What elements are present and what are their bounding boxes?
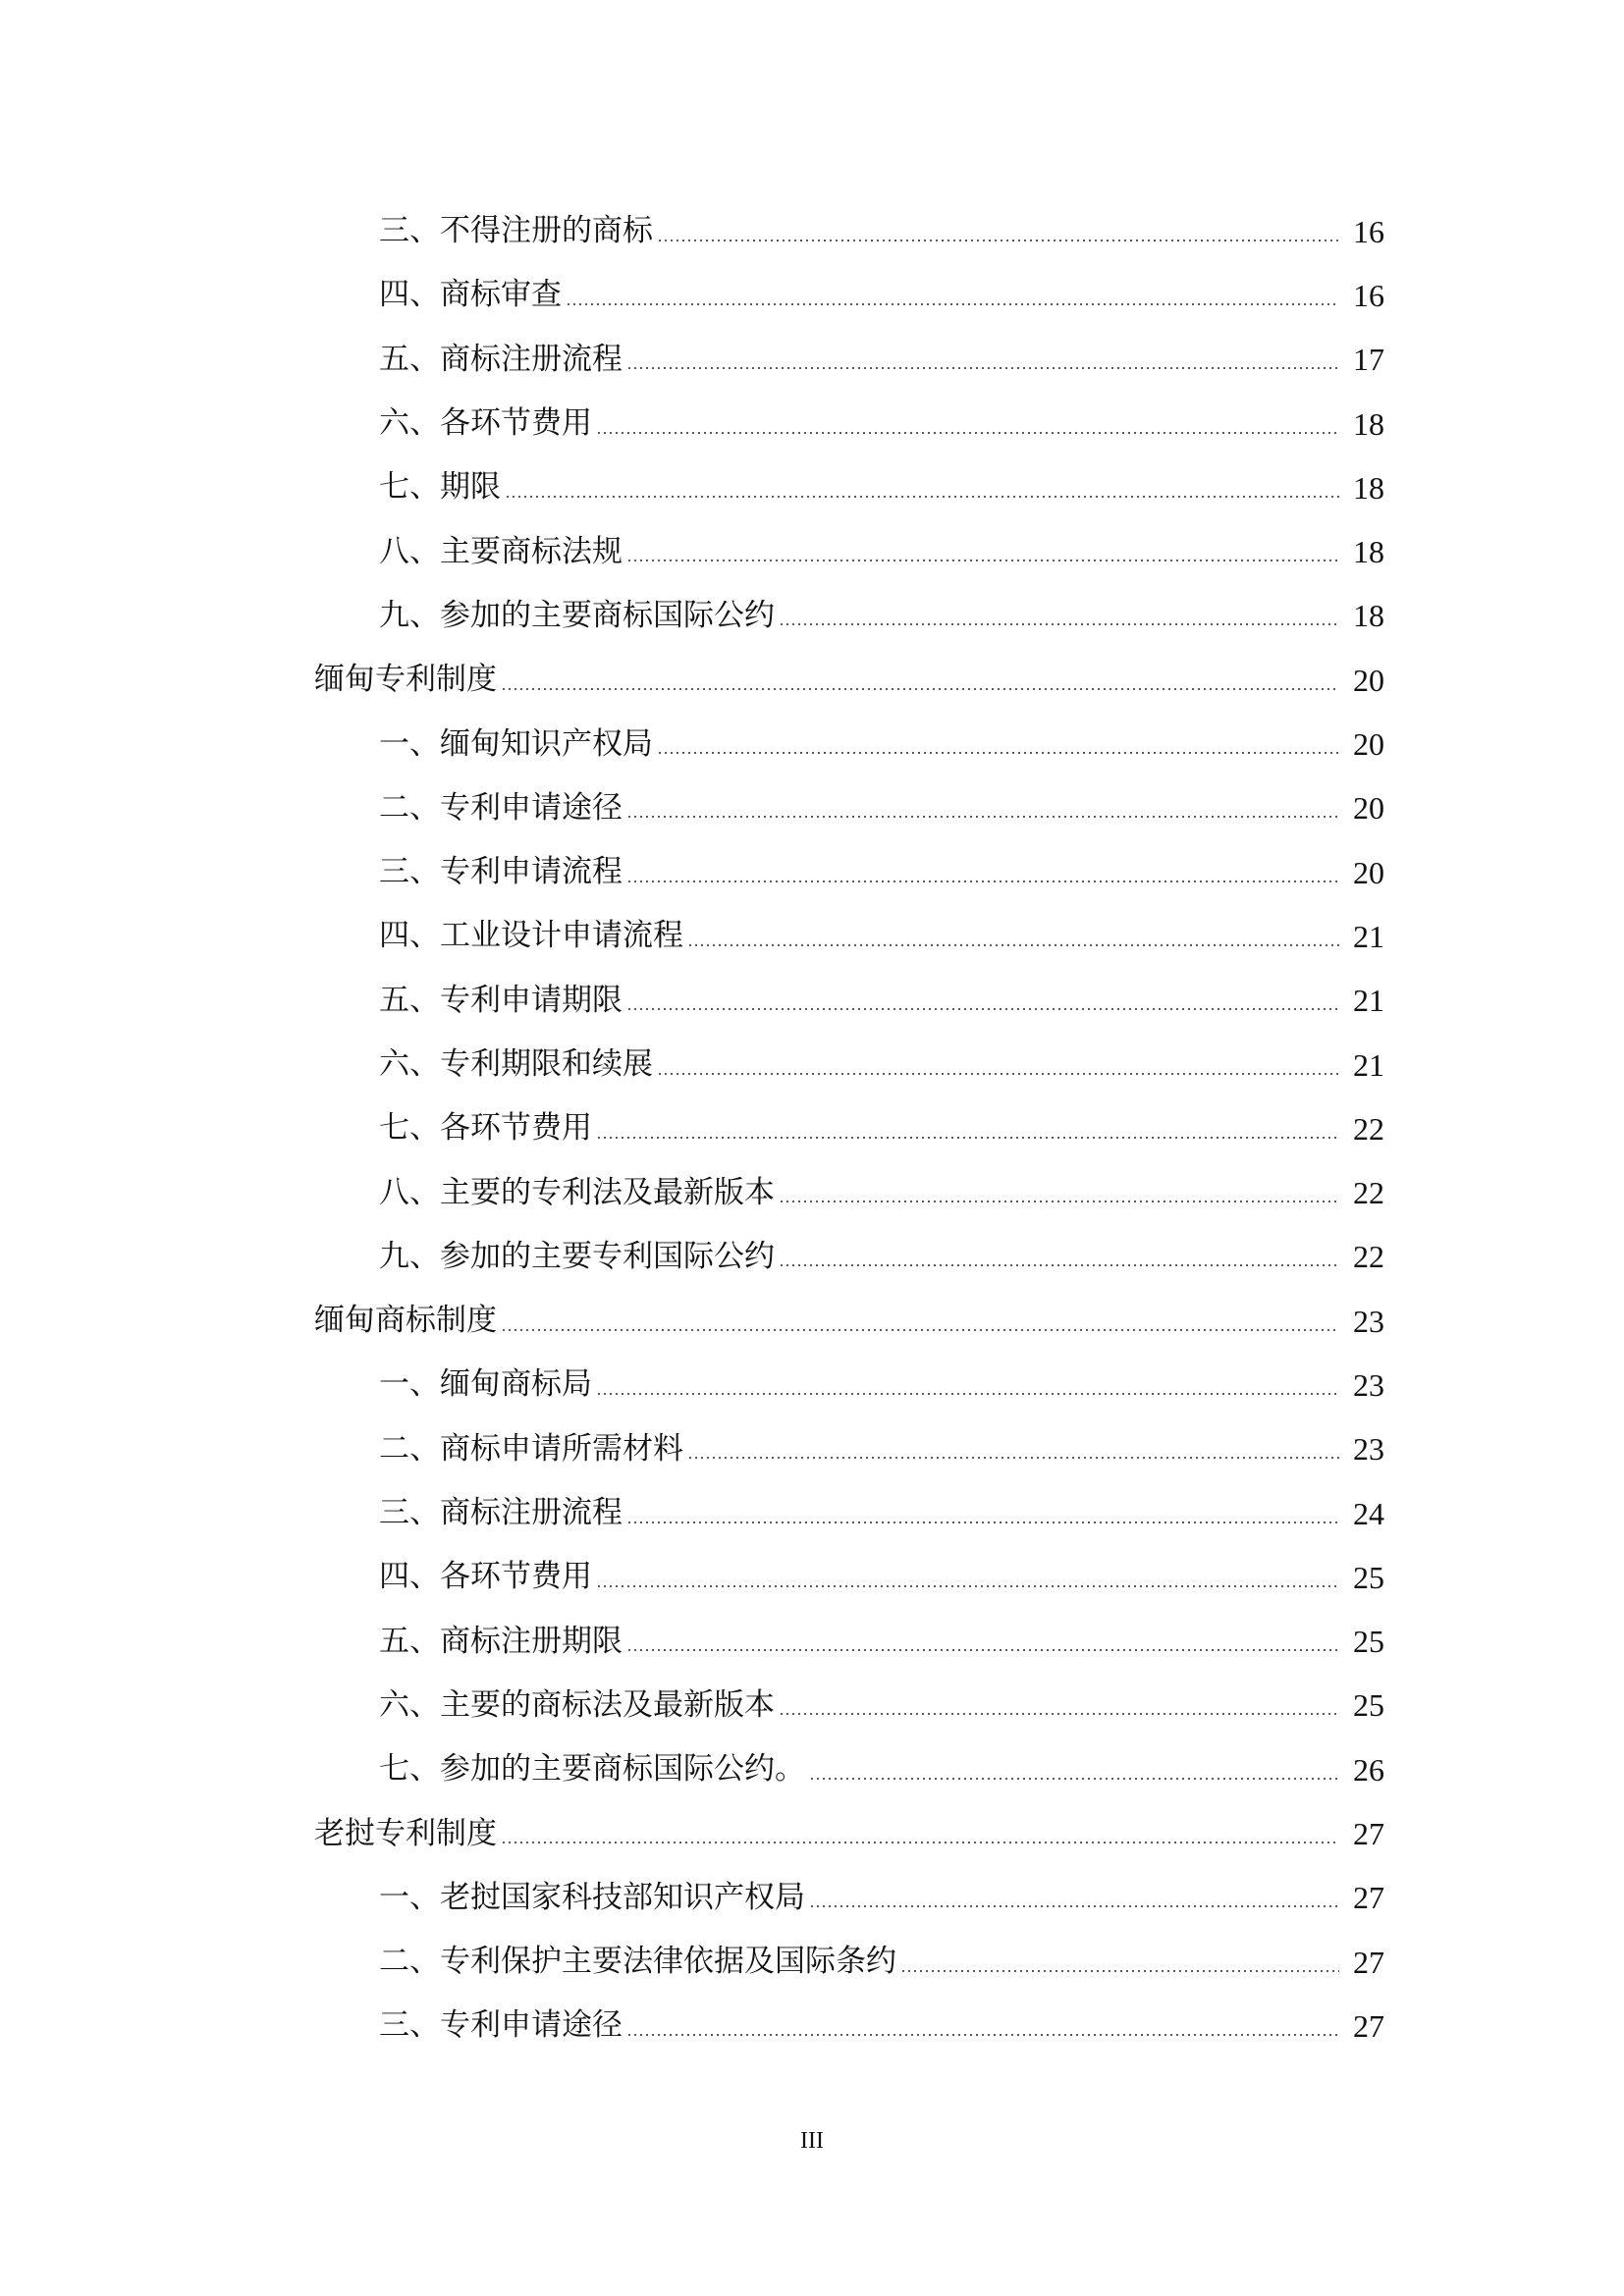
toc-section-entry[interactable]	[0, 1160, 1624, 1224]
toc-entry-title: 一、缅甸商标局	[379, 1366, 592, 1403]
toc-section-entry[interactable]	[0, 263, 1624, 327]
toc-entry-page-number: 21	[1353, 983, 1384, 1019]
toc-entry-title: 二、专利保护主要法律依据及国际条约	[379, 1944, 896, 1980]
toc-section-entry[interactable]	[0, 1866, 1624, 1930]
toc-entry-title: 四、各环节费用	[379, 1559, 592, 1595]
toc-entry-title: 八、主要的专利法及最新版本	[379, 1174, 775, 1210]
toc-entry-page-number: 16	[1353, 213, 1384, 249]
toc-entry-page-number: 23	[1353, 1366, 1384, 1403]
toc-dot-leader	[501, 688, 1339, 690]
toc-entry-title: 九、参加的主要商标国际公约	[379, 597, 775, 633]
toc-entry-page-number: 20	[1353, 662, 1384, 698]
toc-dot-leader	[626, 1008, 1339, 1010]
toc-entry-title: 五、商标注册期限	[379, 1623, 623, 1659]
toc-dot-leader	[779, 1264, 1339, 1266]
toc-dot-leader	[501, 1329, 1339, 1331]
toc-entry-title: 五、专利申请期限	[379, 982, 623, 1018]
toc-entry-page-number: 17	[1353, 342, 1384, 378]
toc-section-entry[interactable]	[0, 199, 1624, 263]
toc-entry-title: 缅甸商标制度	[314, 1303, 497, 1339]
toc-dot-leader	[596, 1137, 1339, 1139]
toc-dot-leader	[626, 367, 1339, 369]
toc-dot-leader	[687, 1457, 1339, 1459]
toc-dot-leader	[626, 2034, 1339, 2036]
toc-entry-title: 六、主要的商标法及最新版本	[379, 1686, 775, 1723]
footer-page-number: III	[800, 2128, 824, 2154]
toc-entry-page-number: 27	[1353, 1880, 1384, 1916]
toc-dot-leader	[900, 1970, 1339, 1972]
toc-entry-title: 二、专利申请途径	[379, 789, 623, 826]
toc-section-entry[interactable]	[0, 969, 1624, 1033]
toc-dot-leader	[809, 1778, 1339, 1780]
toc-dot-leader	[687, 944, 1339, 946]
toc-dot-leader	[779, 1201, 1339, 1202]
toc-entry-title: 缅甸专利制度	[314, 662, 497, 698]
toc-section-entry[interactable]	[0, 1225, 1624, 1289]
toc-entry-page-number: 27	[1353, 1816, 1384, 1852]
toc-section-entry[interactable]	[0, 712, 1624, 775]
toc-section-entry[interactable]	[0, 1353, 1624, 1416]
toc-dot-leader	[626, 816, 1339, 818]
toc-entry-page-number: 26	[1353, 1751, 1384, 1788]
toc-entry-page-number: 22	[1353, 1110, 1384, 1147]
toc-chapter-entry[interactable]	[0, 1801, 1624, 1865]
toc-chapter-entry[interactable]	[0, 1289, 1624, 1353]
toc-section-entry[interactable]	[0, 1096, 1624, 1160]
toc-section-entry[interactable]	[0, 519, 1624, 583]
toc-entry-page-number: 22	[1353, 1175, 1384, 1211]
toc-dot-leader	[779, 623, 1339, 625]
toc-entry-title: 六、各环节费用	[379, 405, 592, 442]
toc-section-entry[interactable]	[0, 1033, 1624, 1096]
table-of-contents	[0, 199, 1624, 2058]
toc-dot-leader	[779, 1713, 1339, 1715]
toc-section-entry[interactable]	[0, 1545, 1624, 1609]
toc-entry-page-number: 23	[1353, 1303, 1384, 1339]
toc-chapter-entry[interactable]	[0, 648, 1624, 712]
toc-entry-page-number: 16	[1353, 277, 1384, 313]
toc-entry-page-number: 24	[1353, 1495, 1384, 1531]
toc-dot-leader	[657, 752, 1339, 754]
toc-section-entry[interactable]	[0, 1737, 1624, 1801]
toc-entry-page-number: 25	[1353, 1624, 1384, 1660]
toc-entry-title: 五、商标注册流程	[379, 341, 623, 377]
toc-entry-page-number: 27	[1353, 2007, 1384, 2044]
toc-entry-page-number: 25	[1353, 1559, 1384, 1595]
toc-section-entry[interactable]	[0, 904, 1624, 968]
toc-entry-title: 七、各环节费用	[379, 1110, 592, 1147]
toc-dot-leader	[596, 1585, 1339, 1587]
toc-section-entry[interactable]	[0, 584, 1624, 648]
toc-section-entry[interactable]	[0, 776, 1624, 840]
toc-entry-title: 四、工业设计申请流程	[379, 918, 683, 954]
toc-entry-page-number: 23	[1353, 1431, 1384, 1468]
toc-entry-title: 三、专利申请流程	[379, 854, 623, 890]
toc-entry-title: 一、缅甸知识产权局	[379, 725, 653, 762]
toc-section-entry[interactable]	[0, 1481, 1624, 1545]
toc-entry-title: 七、参加的主要商标国际公约。	[379, 1751, 805, 1788]
toc-entry-title: 六、专利期限和续展	[379, 1046, 653, 1082]
toc-entry-title: 三、不得注册的商标	[379, 213, 653, 249]
toc-entry-page-number: 21	[1353, 1046, 1384, 1083]
toc-entry-title: 八、主要商标法规	[379, 533, 623, 569]
toc-entry-page-number: 18	[1353, 469, 1384, 506]
toc-entry-page-number: 18	[1353, 405, 1384, 442]
toc-dot-leader	[505, 496, 1339, 498]
toc-section-entry[interactable]	[0, 1610, 1624, 1674]
toc-dot-leader	[657, 1073, 1339, 1075]
toc-entry-page-number: 20	[1353, 726, 1384, 763]
toc-entry-title: 老挝专利制度	[314, 1815, 497, 1851]
toc-section-entry[interactable]	[0, 392, 1624, 455]
toc-dot-leader	[626, 881, 1339, 882]
toc-dot-leader	[596, 1393, 1339, 1395]
toc-entry-page-number: 18	[1353, 534, 1384, 570]
toc-dot-leader	[626, 1522, 1339, 1523]
toc-entry-page-number: 20	[1353, 854, 1384, 890]
toc-section-entry[interactable]	[0, 1417, 1624, 1481]
toc-entry-page-number: 25	[1353, 1687, 1384, 1724]
toc-entry-page-number: 20	[1353, 790, 1384, 827]
toc-entry-title: 九、参加的主要专利国际公约	[379, 1238, 775, 1274]
toc-section-entry[interactable]	[0, 1674, 1624, 1737]
toc-section-entry[interactable]	[0, 328, 1624, 392]
toc-entry-page-number: 27	[1353, 1944, 1384, 1980]
toc-dot-leader	[626, 560, 1339, 561]
toc-entry-title: 四、商标审查	[379, 277, 562, 313]
toc-entry-title: 三、专利申请途径	[379, 2007, 623, 2044]
toc-dot-leader	[626, 1649, 1339, 1651]
toc-section-entry[interactable]	[0, 1930, 1624, 1994]
toc-entry-page-number: 18	[1353, 598, 1384, 634]
toc-entry-page-number: 21	[1353, 918, 1384, 954]
toc-dot-leader	[596, 432, 1339, 434]
toc-dot-leader	[501, 1842, 1339, 1843]
toc-dot-leader	[657, 240, 1339, 241]
toc-entry-title: 一、老挝国家科技部知识产权局	[379, 1879, 805, 1915]
toc-entry-title: 二、商标申请所需材料	[379, 1430, 683, 1467]
toc-entry-title: 三、商标注册流程	[379, 1495, 623, 1531]
toc-section-entry[interactable]	[0, 455, 1624, 519]
toc-dot-leader	[809, 1905, 1339, 1907]
toc-section-entry[interactable]	[0, 1994, 1624, 2057]
toc-entry-page-number: 22	[1353, 1239, 1384, 1275]
toc-section-entry[interactable]	[0, 840, 1624, 904]
toc-entry-title: 七、期限	[379, 469, 501, 506]
toc-dot-leader	[566, 303, 1339, 305]
